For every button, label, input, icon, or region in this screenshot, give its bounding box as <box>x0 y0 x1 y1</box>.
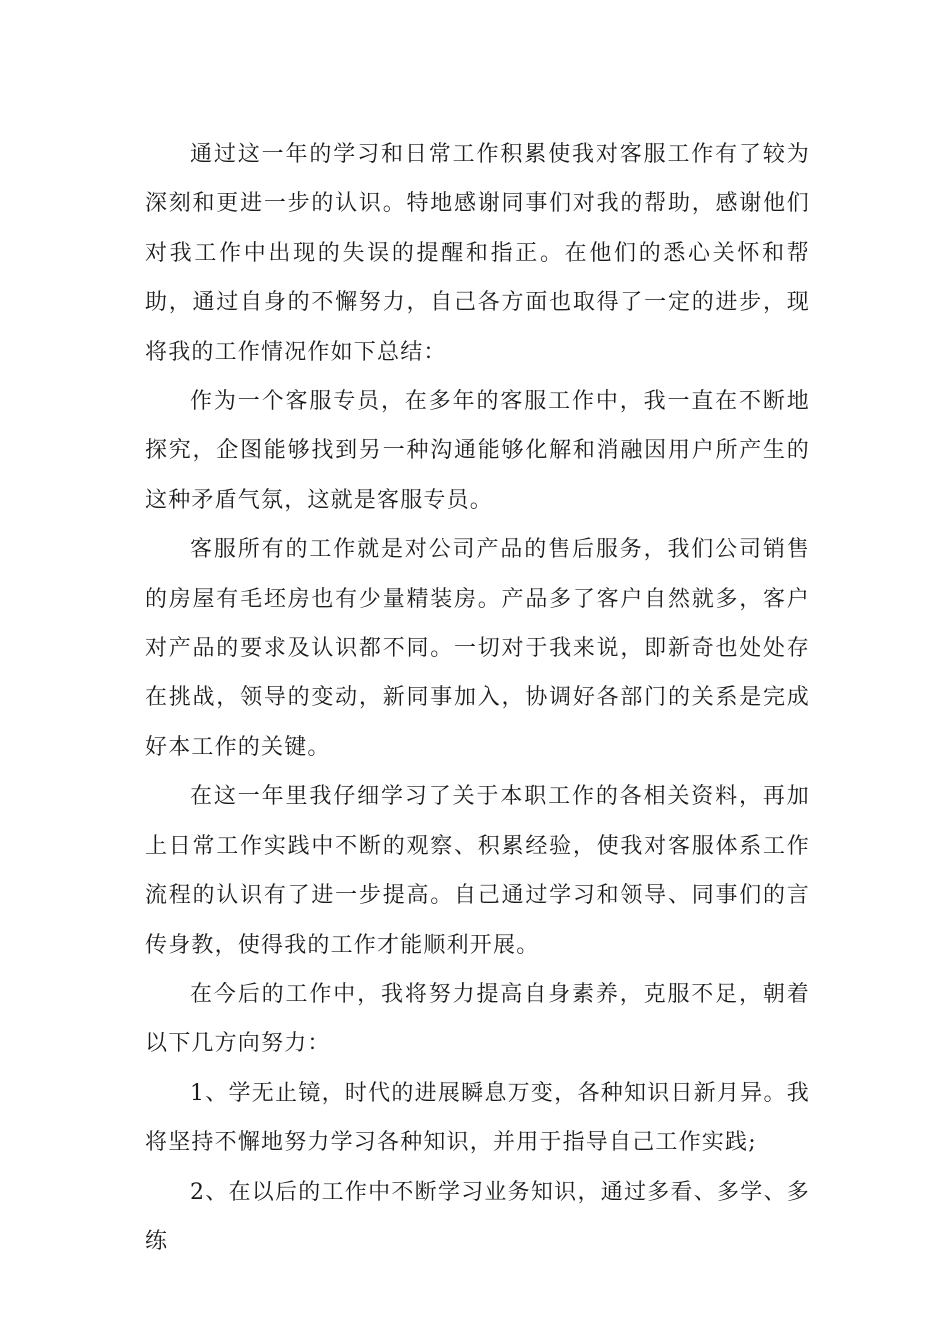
paragraph-4: 在这一年里我仔细学习了关于本职工作的各相关资料，再加上日常工作实践中不断的观察、积累经验，使我对客服体系工作流程的认识有了进一步提高。自己通过学习和领导、同事们的言传身教，使得我的工作才能顺利开展。 <box>145 784 810 958</box>
paragraph-1: 通过这一年的学习和日常工作积累使我对客服工作有了较为深刻和更进一步的认识。特地感谢同事们对我的帮助，感谢他们对我工作中出现的失误的提醒和指正。在他们的悉心关怀和帮助，通过自身的不懈努力，自己各方面也取得了一定的进步，现将我的工作情况作如下总结： <box>145 142 810 365</box>
paragraph-7: 2、在以后的工作中不断学习业务知识，通过多看、多学、多练 <box>145 1179 810 1254</box>
paragraph-5: 在今后的工作中，我将努力提高自身素养，克服不足，朝着以下几方向努力： <box>145 981 810 1057</box>
paragraph-6: 1、学无止镜，时代的进展瞬息万变，各种知识日新月异。我将坚持不懈地努力学习各种知识，并用于指导自己工作实践; <box>145 1080 810 1156</box>
document-body <box>145 130 810 1266</box>
paragraph-3: 客服所有的工作就是对公司产品的售后服务，我们公司销售的房屋有毛坯房也有少量精装房。产品多了客户自然就多，客户对产品的要求及认识都不同。一切对于我来说，即新奇也处处存在挑战，领导的变动，新同事加入，协调好各部门的关系是完成好本工作的关键。 <box>145 537 810 760</box>
paragraph-2: 作为一个客服专员，在多年的客服工作中，我一直在不断地探究，企图能够找到另一种沟通能够化解和消融因用户所产生的这种矛盾气氛，这就是客服专员。 <box>145 389 810 513</box>
